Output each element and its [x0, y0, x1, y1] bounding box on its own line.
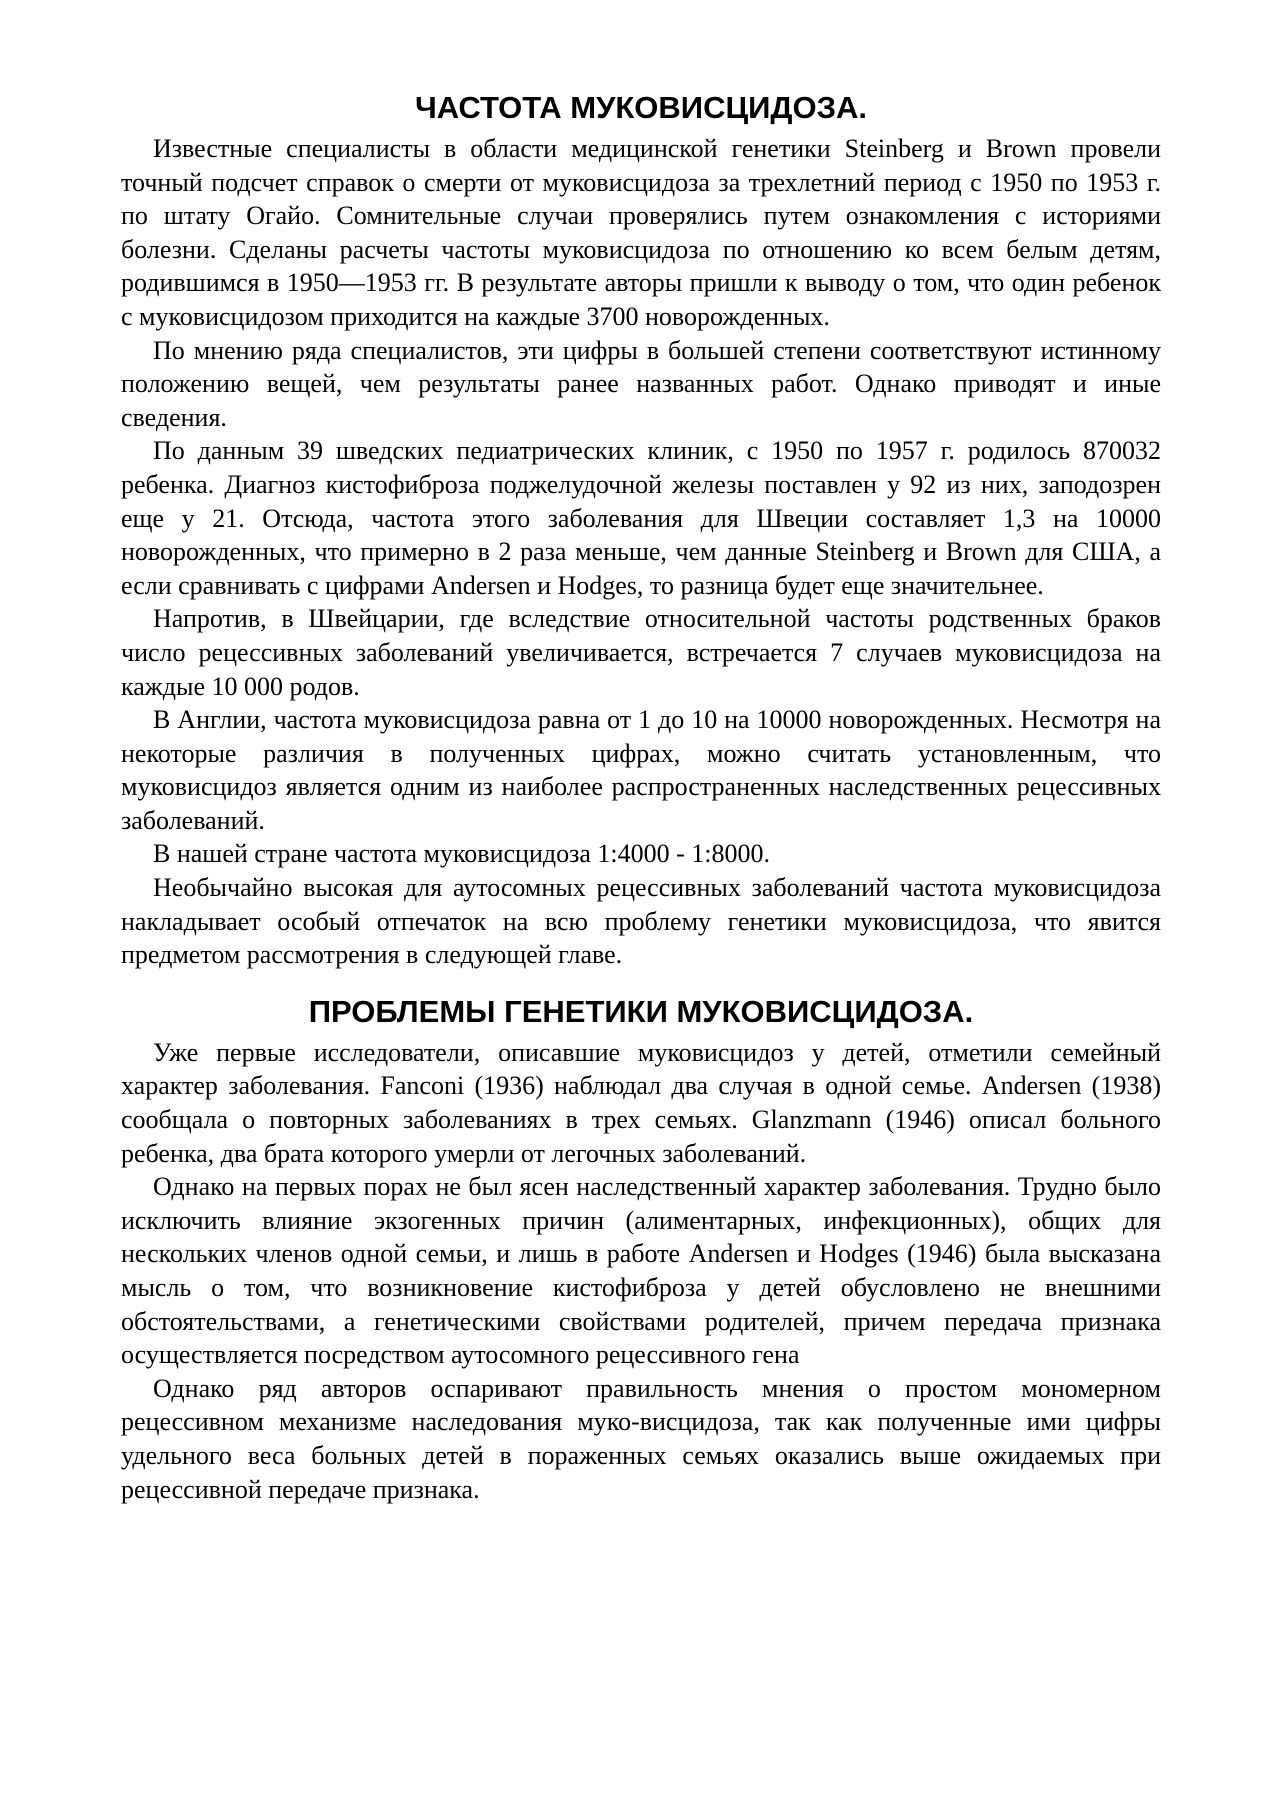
- paragraph: Однако на первых порах не был ясен наследственный характер заболевания. Трудно было исключить влияние экзогенных причин (алиментарных, инфекционных), общих для нескольких членов одной семьи, и лишь в работе Andersen и Hodges (1946) была высказана мысль о том, что возникновение кистофиброза у детей обусловлено не внешними обстоятельствами, а генетическими свойствами родителей, причем передача признака осуществляется посредством аутосомного рецессивного гена: [121, 1172, 1161, 1370]
- paragraph: Известные специалисты в области медицинской генетики Steinberg и Brown провели точный подсчет справок о смерти от муковисцидоза за трехлетний период с 1950 по 1953 г. по штату Огайо. Сомнительные случаи проверялись путем ознакомления с историями болезни. Сделаны расчеты частоты муковисцидоза по отношению ко всем белым детям, родившимся в 1950—1953 гг. В результате авторы пришли к выводу о том, что один ребенок с муковисцидозом приходится на каждые 3700 новорожденных.: [121, 134, 1161, 331]
- document-page: [121, 88, 1161, 1506]
- paragraph: В нашей стране частота муковисцидоза 1:4000 - 1:8000.: [153, 839, 771, 869]
- section-title-genetics: ПРОБЛЕМЫ ГЕНЕТИКИ МУКОВИСЦИДОЗА.: [308, 993, 974, 1029]
- paragraph: По данным 39 шведских педиатрических клиник, с 1950 по 1957 г. родилось 870032 ребенка. Диагноз кистофиброза поджелудочной железы поставлен у 92 из них, заподозрен еще у 21. Отсюда, частота этого заболевания для Швеции составляет 1,3 на 10000 новорожденных, что примерно в 2 раза меньше, чем данные Steinberg и Brown для США, а если сравнивать с цифрами Andersen и Hodges, то разница будет еще значительнее.: [121, 436, 1161, 600]
- paragraph: Уже первые исследователи, описавшие муковисцидоз у детей, отметили семейный характер заболевания. Fanconi (1936) наблюдал два случая в одной семье. Andersen (1938) сообщала о повторных заболеваниях в трех семьях. Glanzmann (1946) описал больного ребенка, два брата которого умерли от легочных заболеваний.: [121, 1037, 1161, 1168]
- section-title-frequency: ЧАСТОТА МУКОВИСЦИДОЗА.: [414, 90, 867, 125]
- paragraph: В Англии, частота муковисцидоза равна от 1 до 10 на 10000 новорожденных. Несмотря на некоторые различия в полученных цифрах, можно считать установленным, что муковисцидоз является одним из наиболее распространенных наследственных рецессивных заболеваний.: [121, 705, 1161, 835]
- paragraph: По мнению ряда специалистов, эти цифры в большей степени соответствуют истинному положению вещей, чем результаты ранее названных работ. Однако приводят и иные сведения.: [121, 335, 1161, 432]
- paragraph: Необычайно высокая для аутосомных рецессивных заболеваний частота муковисцидоза накладывает особый отпечаток на всю проблему генетики муковисцидоза, что явится предметом рассмотрения в следующей главе.: [121, 873, 1161, 970]
- paragraph: Напротив, в Швейцарии, где вследствие относительной частоты родственных браков число рецессивных заболеваний увеличивается, встречается 7 случаев муковисцидоза на каждые 10 000 родов.: [121, 604, 1161, 701]
- paragraph: Однако ряд авторов оспаривают правильность мнения о простом мономерном рецессивном механизме наследования муко-висцидоза, так как полученные ими цифры удельного веса больных детей в пораженных семьях оказались выше ожидаемых при рецессивной передаче признака.: [121, 1373, 1161, 1504]
